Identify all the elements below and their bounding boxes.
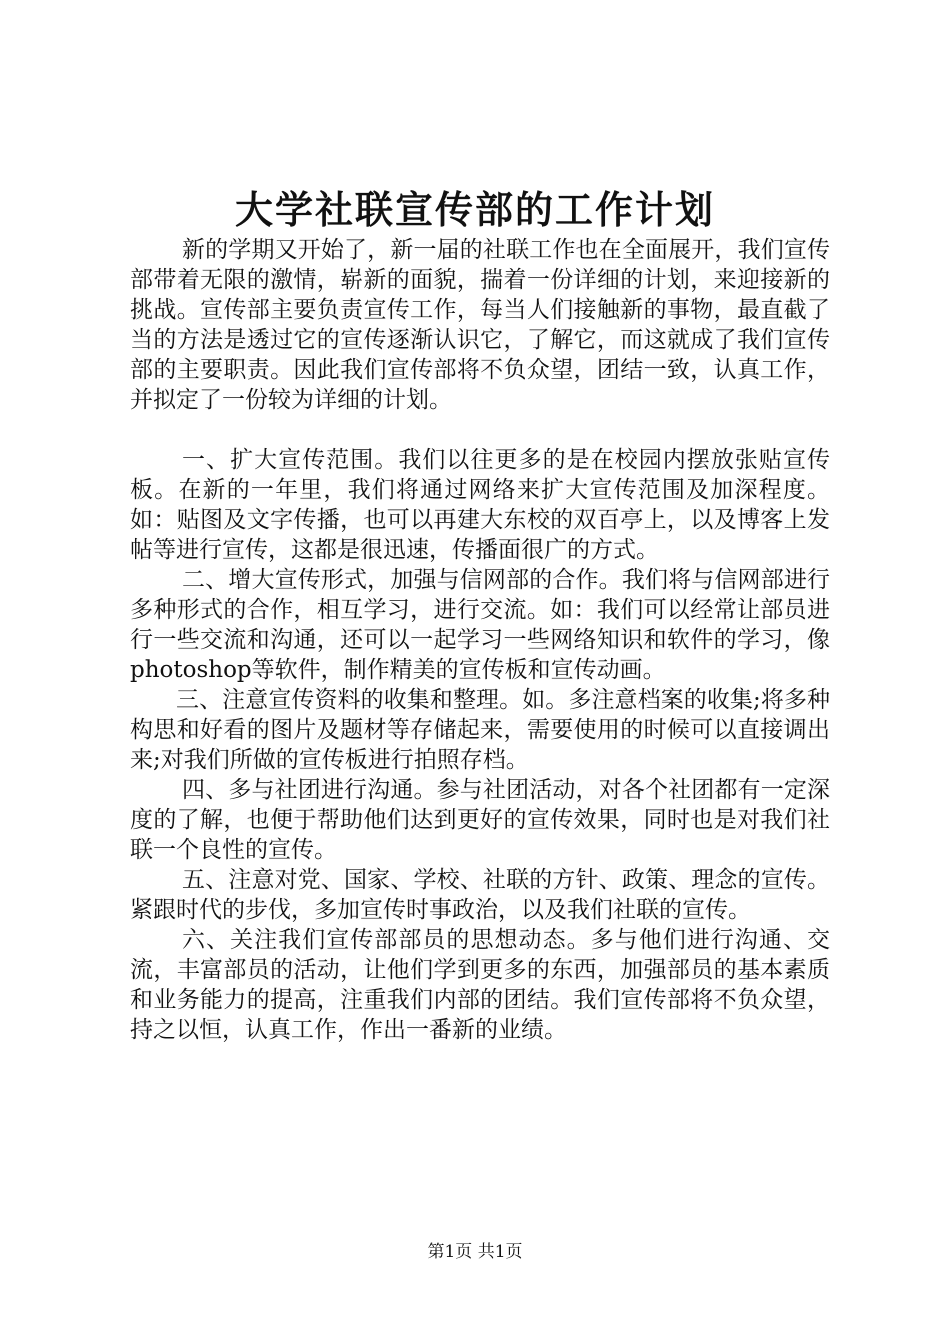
document-title: 大学社联宣传部的工作计划 — [234, 187, 715, 232]
paragraph-item-1: 一、扩大宣传范围。我们以往更多的是在校园内摆放张贴宣传板。在新的一年里，我们将通过网络来扩大宣传范围及加深程度。如：贴图及文字传播，也可以再建大东校的双百亭上，以及博客上发帖等进行宣传，这都是很迅速，传播面很广的方式。 — [130, 447, 830, 563]
paragraph-item-2: 二、增大宣传形式，加强与信网部的合作。我们将与信网部进行多种形式的合作，相互学习，进行交流。如：我们可以经常让部员进行一些交流和沟通，还可以一起学习一些网络知识和软件的学习，像photoshop等软件，制作精美的宣传板和宣传动画。 — [130, 567, 830, 683]
document-body — [130, 235, 830, 1045]
paragraph-item-3: 三、注意宣传资料的收集和整理。如。多注意档案的收集;将多种构思和好看的图片及题材等存储起来，需要使用的时候可以直接调出来;对我们所做的宣传板进行拍照存档。 — [130, 687, 830, 773]
paragraph-item-4: 四、多与社团进行沟通。参与社团活动，对各个社团都有一定深度的了解，也便于帮助他们达到更好的宣传效果，同时也是对我们社联一个良性的宣传。 — [130, 777, 830, 863]
page-number-footer: 第1页 共1页 — [427, 1242, 523, 1262]
paragraph-item-6: 六、关注我们宣传部部员的思想动态。多与他们进行沟通、交流，丰富部员的活动，让他们学到更多的东西，加强部员的基本素质和业务能力的提高，注重我们内部的团结。我们宣传部将不负众望，持之以恒，认真工作，作出一番新的业绩。 — [130, 927, 830, 1043]
paragraph-item-5: 五、注意对党、国家、学校、社联的方针、政策、理念的宣传。紧跟时代的步伐，多加宣传时事政治，以及我们社联的宣传。 — [130, 867, 830, 923]
paragraph-intro: 新的学期又开始了，新一届的社联工作也在全面展开，我们宣传部带着无限的激情，崭新的面貌，揣着一份详细的计划，来迎接新的挑战。宣传部主要负责宣传工作，每当人们接触新的事物，最直截了当的方法是透过它的宣传逐渐认识它，了解它，而这就成了我们宣传部的主要职责。因此我们宣传部将不负众望，团结一致，认真工作，并拟定了一份较为详细的计划。 — [130, 237, 830, 413]
